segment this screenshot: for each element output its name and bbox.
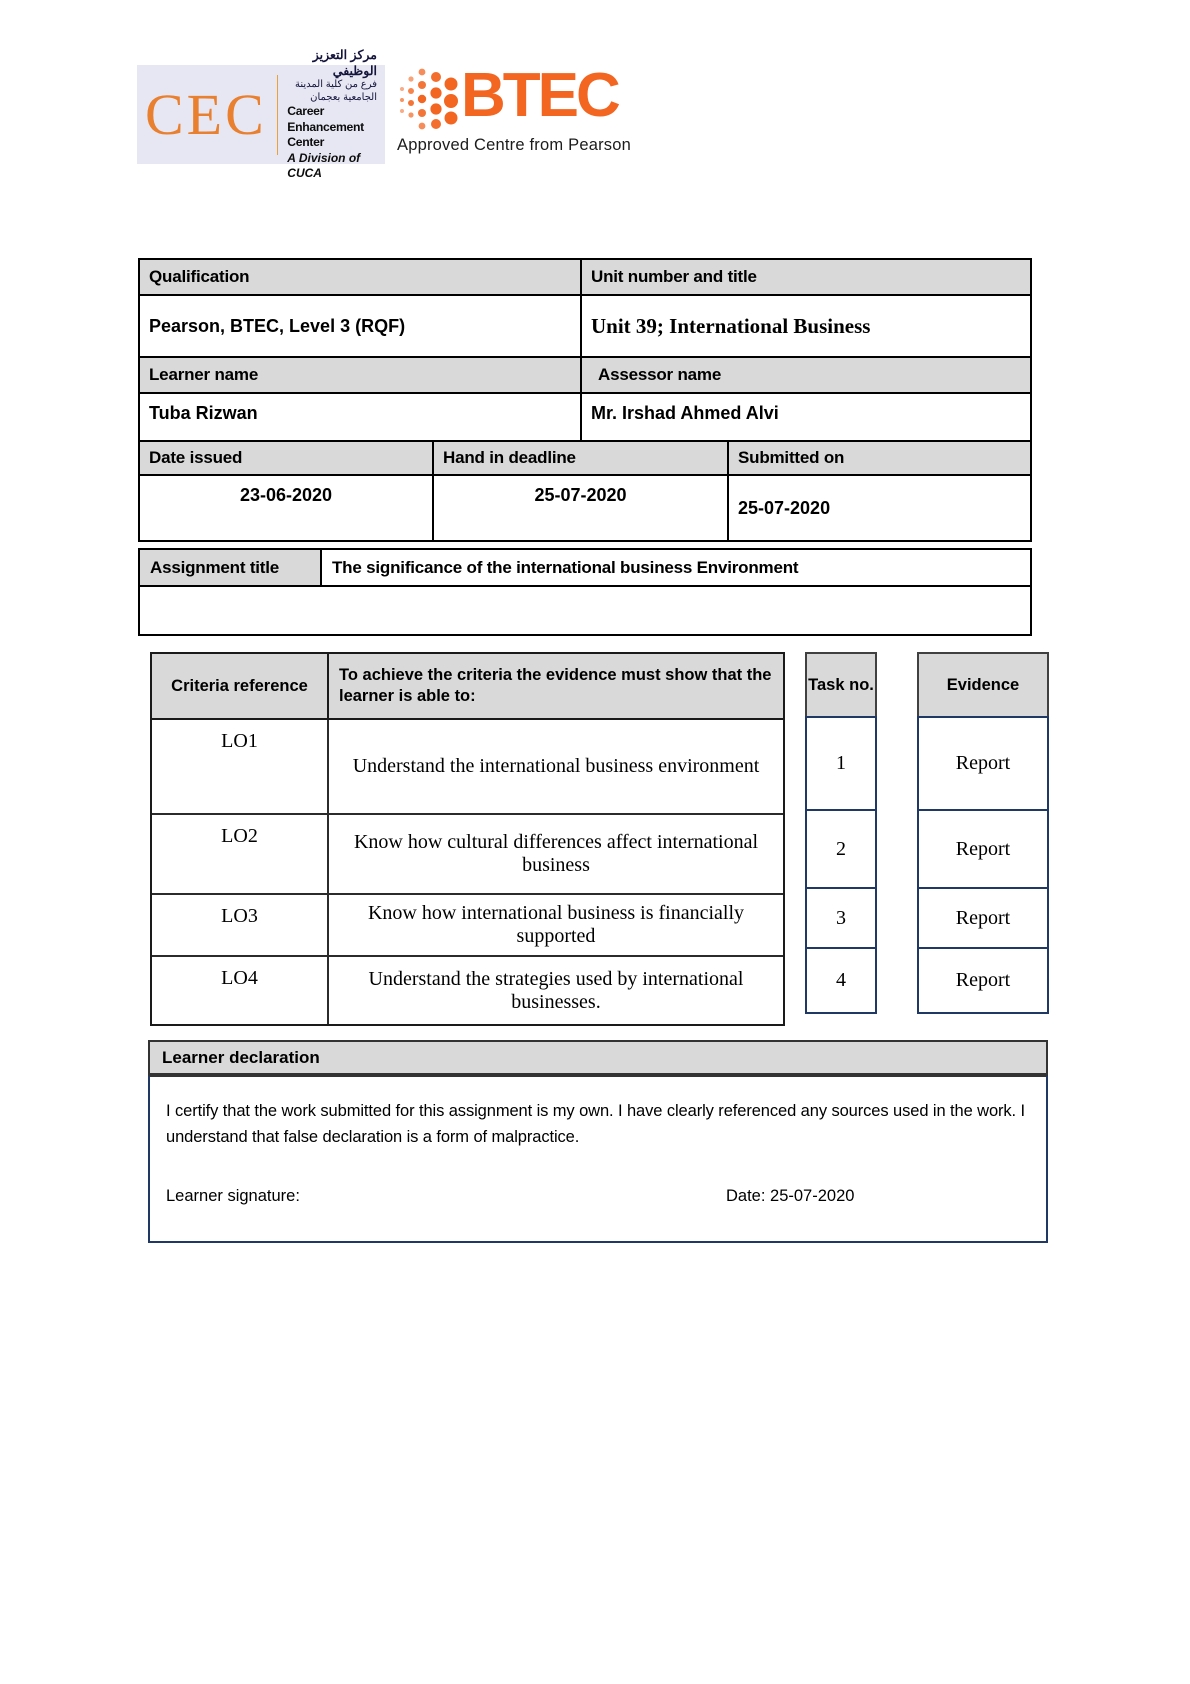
assignment-title-value: The significance of the international business Environment <box>332 557 799 577</box>
submitted-on-label: Submitted on <box>729 442 1030 474</box>
learner-signature-label: Learner signature: <box>166 1187 300 1205</box>
evidence-cell: Report <box>917 887 1049 949</box>
cec-arabic-subtitle: فرع من كلية المدينة الجامعية بعجمان <box>294 79 377 103</box>
cec-name: Career Enhancement Center <box>287 104 364 149</box>
criteria-row-lo1 <box>152 720 783 815</box>
qualification-label: Qualification <box>140 260 582 294</box>
evidence-column <box>917 652 1049 1026</box>
qualification-value: Pearson, BTEC, Level 3 (RQF) <box>140 296 582 356</box>
assignment-title-label: Assignment title <box>140 550 322 585</box>
task-no-cell: 3 <box>805 887 877 949</box>
criteria-row-lo4 <box>152 957 783 1024</box>
unit-number-label: Unit number and title <box>582 260 1030 294</box>
hand-in-deadline-label: Hand in deadline <box>434 442 729 474</box>
criteria-description: Know how cultural differences affect international business <box>353 831 759 876</box>
cec-division: A Division of CUCA <box>287 151 361 180</box>
criteria-ref: LO1 <box>152 720 329 813</box>
achieve-criteria-header: To achieve the criteria the evidence must show that the learner is able to: <box>329 654 783 718</box>
assignment-title-table <box>138 548 1032 636</box>
criteria-reference-header: Criteria reference <box>152 654 329 718</box>
qualification-table <box>138 258 1032 542</box>
assignment-title-empty-row <box>140 587 1030 634</box>
learner-declaration-header: Learner declaration <box>148 1040 1048 1075</box>
criteria-row-lo2 <box>152 815 783 895</box>
hand-in-deadline-value: 25-07-2020 <box>434 476 729 540</box>
cec-acronym: CEC <box>145 81 267 147</box>
criteria-ref: LO4 <box>152 957 329 1024</box>
date-issued-value: 23-06-2020 <box>140 476 434 540</box>
task-no-cell: 2 <box>805 809 877 889</box>
criteria-description: Know how international business is financially supported <box>367 902 745 947</box>
criteria-row-lo3 <box>152 895 783 957</box>
assessor-name-label: Assessor name <box>582 358 1030 392</box>
criteria-section <box>150 652 1049 1026</box>
criteria-ref: LO3 <box>152 895 329 955</box>
btec-tagline: Approved Centre from Pearson <box>397 136 631 154</box>
cec-logo-text <box>287 48 377 181</box>
declaration-text: I certify that the work submitted for this assignment is my own. I have clearly referenced any sources used in the work. I understand that false declaration is a form of malpractice. <box>166 1102 1026 1146</box>
evidence-cell: Report <box>917 809 1049 889</box>
btec-wordmark: BTEC <box>461 61 618 130</box>
submitted-on-value: 25-07-2020 <box>738 497 831 518</box>
cec-logo-divider <box>277 75 278 155</box>
btec-logo <box>397 61 631 155</box>
task-no-cell: 1 <box>805 716 877 811</box>
learner-name-value: Tuba Rizwan <box>140 394 582 440</box>
criteria-table <box>150 652 785 1026</box>
signature-row <box>166 1187 1030 1206</box>
evidence-cell: Report <box>917 716 1049 811</box>
criteria-ref: LO2 <box>152 815 329 893</box>
task-no-cell: 4 <box>805 947 877 1014</box>
cec-logo <box>137 48 385 180</box>
criteria-description: Understand the strategies used by international businesses. <box>368 967 744 1013</box>
task-no-header: Task no. <box>805 652 877 718</box>
evidence-cell: Report <box>917 947 1049 1014</box>
learner-name-label: Learner name <box>140 358 582 392</box>
date-issued-label: Date issued <box>140 442 434 474</box>
learner-declaration <box>148 1040 1048 1243</box>
cec-arabic-title: مركز التعزيز الوظيفي <box>312 48 377 78</box>
logo-banner <box>137 48 631 180</box>
assessor-name-value: Mr. Irshad Ahmed Alvi <box>591 403 779 423</box>
unit-number-value: Unit 39; International Business <box>591 313 871 338</box>
task-number-column <box>805 652 877 1026</box>
evidence-header: Evidence <box>917 652 1049 718</box>
criteria-description: Understand the international business environment <box>352 755 760 777</box>
declaration-date: Date: 25-07-2020 <box>726 1187 855 1205</box>
btec-dots-icon <box>397 67 459 133</box>
learner-declaration-body <box>148 1075 1048 1243</box>
